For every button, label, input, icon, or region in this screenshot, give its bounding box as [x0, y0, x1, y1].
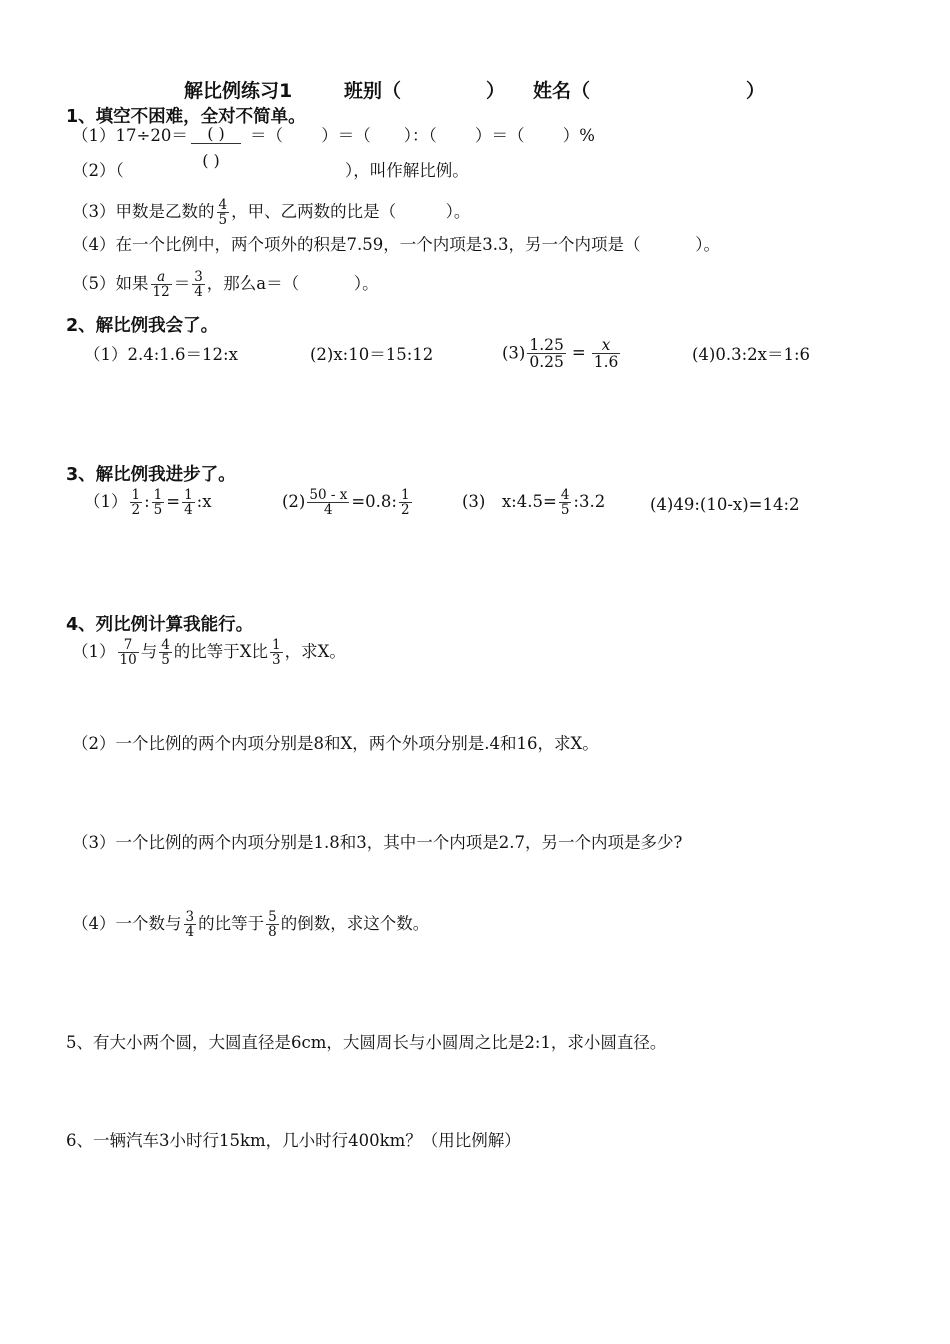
fraction [152, 488, 165, 517]
page-title [184, 76, 292, 103]
section-3-heading: 3、解比例我进步了。 [66, 465, 236, 485]
fraction [307, 488, 349, 517]
s1-q2-close: ），叫作解比例。 [345, 161, 469, 180]
denominator: 4 [185, 924, 195, 941]
fraction [159, 638, 172, 667]
s1-q1-box-bottom[interactable]: ( ) [202, 151, 220, 170]
colon: : [144, 492, 150, 512]
denominator: 4 [194, 284, 203, 301]
s3-q2-mid: =0.8: [351, 492, 397, 512]
question-5: 5、有大小两个圆，大圆直径是6cm，大圆周长与小圆周之比是2:1，求小圆直径。 [66, 1033, 667, 1052]
numerator: x [592, 337, 621, 354]
denominator: 2 [400, 502, 410, 519]
fraction [130, 488, 143, 517]
denominator: 12 [152, 284, 170, 301]
numerator: 1 [184, 487, 193, 503]
denominator: 5 [560, 502, 570, 519]
fraction [192, 270, 205, 299]
numerator: 4 [218, 197, 228, 213]
question-6: 6、一辆汽车3小时行15km，几小时行400km？（用比例解） [66, 1131, 521, 1150]
class-field[interactable] [344, 76, 401, 103]
fraction [182, 488, 195, 517]
fraction [592, 337, 621, 371]
class-field-close [486, 76, 505, 103]
fraction [184, 910, 197, 939]
s2-q3 [502, 337, 622, 371]
class-label: 班别（ [344, 80, 402, 102]
denominator: 5 [153, 502, 163, 519]
fraction [270, 638, 283, 667]
equals-sign: = [166, 492, 181, 512]
title-text: 解比例练习1 [184, 80, 293, 102]
s3-q3 [462, 488, 605, 517]
numerator: 5 [268, 909, 277, 925]
section-4-heading: 4、列比例计算我能行。 [66, 615, 254, 635]
s3-q3-tail: :3.2 [573, 492, 606, 512]
denominator: 4 [324, 502, 333, 519]
denominator: 4 [184, 502, 193, 519]
s4-q4 [72, 910, 429, 939]
fraction [266, 910, 279, 939]
denominator: 8 [268, 924, 277, 941]
s4-q4-tail: 的倒数，求这个数。 [280, 914, 430, 934]
fraction [527, 337, 566, 371]
denominator: 0.25 [529, 353, 564, 372]
s3-q1-label: （1） [84, 492, 128, 512]
s3-q1 [84, 488, 212, 517]
denominator: 3 [272, 652, 281, 669]
s3-q1-tail: :x [196, 492, 212, 512]
s4-q1-tail: ，求X。 [284, 642, 346, 662]
equals-sign: ＝ [173, 274, 191, 294]
s1-q1-box-top[interactable]: ( ) [191, 124, 241, 144]
name-field-close [746, 76, 765, 103]
s1-q4: （4）在一个比例中，两个项外的积是7.59，一个内项是3.3，另一个内项是（ ）。 [72, 235, 720, 254]
numerator: 3 [194, 269, 203, 285]
denominator: 2 [131, 502, 141, 519]
denominator: 1.6 [593, 353, 619, 372]
class-close: ） [486, 80, 506, 102]
s1-q2-open: （2）（ [72, 161, 124, 180]
fraction [399, 488, 412, 517]
fraction [118, 638, 139, 667]
s4-q1-mid: 与 [140, 642, 158, 662]
numerator: 1.25 [529, 336, 564, 354]
s3-q2-label: (2) [282, 492, 306, 512]
name-close: ） [746, 80, 766, 102]
s1-q5-suffix: ，那么a＝（ ）。 [206, 274, 379, 294]
s2-q1: （1）2.4:1.6＝12:x [84, 345, 238, 364]
s4-q1-label: （1） [72, 642, 116, 662]
s3-q3-prefix: (3) x:4.5= [462, 492, 557, 512]
numerator: 3 [185, 909, 195, 925]
s2-q2: (2)x:10＝15:12 [310, 345, 434, 364]
denominator: 5 [218, 212, 228, 229]
s2-q3-label: (3) [502, 343, 526, 363]
section-1-heading: 1、填空不困难，全对不简单。 [66, 107, 306, 127]
section-2-heading: 2、解比例我会了。 [66, 316, 219, 336]
equals-sign: = [571, 343, 586, 363]
s3-q2 [282, 488, 414, 517]
name-label: 姓名（ [533, 80, 591, 102]
numerator: a [151, 270, 172, 285]
s4-q4-prefix: （4）一个数与 [72, 914, 182, 934]
s1-q1-suffix: ＝（ ）＝（ ）：（ ）＝（ ）% [250, 126, 595, 145]
fraction [217, 198, 230, 227]
s4-q2: （2）一个比例的两个内项分别是8和X，两个外项分别是.4和16，求X。 [72, 734, 599, 753]
numerator: 7 [118, 638, 139, 653]
numerator: 1 [153, 487, 163, 503]
fraction [559, 488, 572, 517]
s4-q3: （3）一个比例的两个内项分别是1.8和3，其中一个内项是2.7，另一个内项是多少? [72, 833, 683, 852]
denominator: 10 [119, 652, 137, 669]
s1-q3-suffix: ，甲、乙两数的比是（ ）。 [231, 202, 471, 222]
numerator: 4 [161, 637, 170, 653]
s4-q1-mid2: 的比等于X比 [173, 642, 269, 662]
s1-q3-prefix: （3）甲数是乙数的 [72, 202, 215, 222]
s4-q4-mid: 的比等于 [198, 914, 265, 934]
name-field[interactable] [533, 76, 590, 103]
numerator: 1 [131, 487, 141, 503]
s3-q4: (4)49:(10-x)=14:2 [650, 495, 800, 514]
s1-q5 [72, 270, 379, 299]
numerator: 1 [400, 487, 410, 503]
fraction [151, 270, 172, 299]
s1-q1 [72, 128, 188, 145]
numerator: 50 - x [309, 487, 348, 503]
s1-q5-prefix: （5）如果 [72, 274, 149, 294]
s1-q3 [72, 198, 470, 227]
denominator: 5 [161, 652, 170, 669]
numerator: 1 [272, 637, 281, 653]
s4-q1 [72, 638, 346, 667]
s1-q1-prefix: （1）17÷20＝ [72, 126, 188, 145]
numerator: 4 [560, 487, 570, 503]
s2-q4: (4)0.3:2x＝1:6 [692, 345, 811, 364]
